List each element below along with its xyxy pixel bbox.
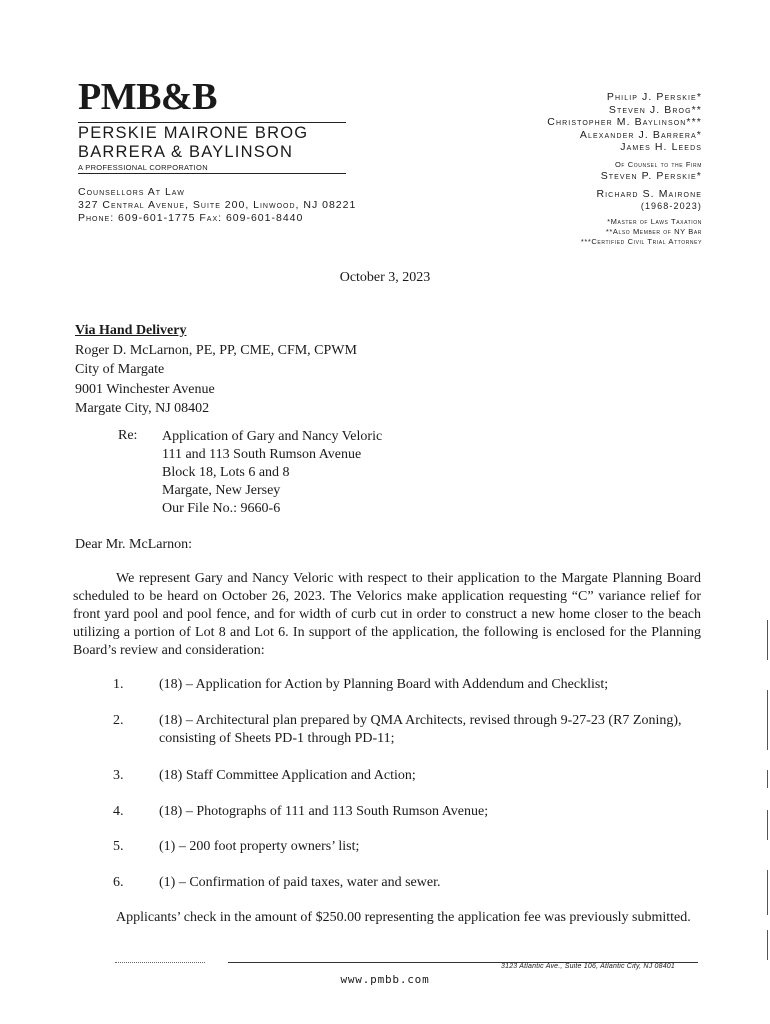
recipient-name: Roger D. McLarnon, PE, PP, CME, CFM, CPWM [75,342,357,358]
letterhead-divider [78,173,346,174]
recipient-street: 9001 Winchester Avenue [75,381,215,397]
firm-name-line-1: PERSKIE MAIRONE BROG [78,124,309,142]
file-number: Our File No.: 9660-6 [162,501,281,516]
subject-line: Application of Gary and Nancy Veloric [162,429,383,444]
recipient-block [75,321,357,419]
list-item-text: (1) – Confirmation of paid taxes, water and sewer. [159,875,441,890]
list-item-number: 3. [113,768,124,783]
partner-name: Alexander J. Barrera* [579,128,702,141]
partner-name: Steven P. Perskie* [600,169,702,182]
list-item-number: 5. [113,839,124,854]
list-item-number: 6. [113,875,124,890]
recipient-organization: City of Margate [75,362,165,377]
logo-divider [78,122,346,123]
list-item-text: (18) Staff Committee Application and Action; [159,768,416,783]
of-counsel-label: Of Counsel to the Firm [615,159,702,169]
partner-name: Richard S. Mairone [596,188,702,200]
list-item-text: (1) – 200 foot property owners’ list; [159,839,360,854]
credential-note: ***Certified Civil Trial Attorney [580,236,702,246]
salutation: Dear Mr. McLarnon: [75,537,193,552]
body-paragraph: We represent Gary and Nancy Veloric with respect to their application to the Margate Planning Board scheduled to be heard on October 26, 2023. The Velorics make application requesting “C” variance relief for front yard pool and pool fence, and for width of curb cut in order to construct a new home closer to the beach utilizing a portion of Lot 8 and Lot 6. In support of the application, the following is enclosed for the Planning Board’s review and consideration: [73,571,701,658]
subject-line: 111 and 113 South Rumson Avenue [162,447,362,462]
footer-office-address: 3123 Atlantic Ave., Suite 106, Atlantic City, NJ 08401 [501,963,675,970]
subject-line: Margate, New Jersey [162,483,281,498]
partner-years: (1968-2023) [640,200,702,211]
credential-note: *Master of Laws Taxation [607,216,702,226]
re-label: Re: [118,428,138,443]
subject-line: Block 18, Lots 6 and 8 [162,465,290,480]
partner-name: Philip J. Perskie* [606,91,702,103]
footer-dotted-rule [115,962,205,963]
list-item-text: (18) – Architectural plan prepared by QMA Architects, revised through 9-27-23 (R7 Zoning), consisting of Sheets PD-1 through PD-11; [159,713,682,746]
professional-corporation-label: A PROFESSIONAL CORPORATION [78,163,208,172]
credential-note: **Also Member of NY Bar [605,226,702,236]
partner-name: Christopher M. Baylinson*** [547,116,702,128]
subject-block [162,428,382,518]
firm-logo: PMB&B [78,76,217,118]
firm-contact-block [78,186,356,225]
body-paragraph: Applicants’ check in the amount of $250.00 representing the application fee was previously submitted. [116,910,691,925]
footer-website: www.pmbb.com [340,973,430,986]
list-item-number: 1. [113,677,124,692]
recipient-city: Margate City, NJ 08402 [75,401,210,416]
letter-date: October 3, 2023 [339,270,431,285]
firm-phone-fax: Phone: 609-601-1775 Fax: 609-601-8440 [78,212,304,224]
partner-list [462,91,702,247]
firm-name [78,124,308,162]
partner-name: James H. Leeds [620,141,702,153]
firm-address: 327 Central Avenue, Suite 200, Linwood, NJ 08221 [78,199,357,211]
partner-name: Steven J. Brog** [608,103,702,116]
list-item-text: (18) – Application for Action by Planning Board with Addendum and Checklist; [159,677,609,692]
list-item-number: 2. [113,713,124,728]
list-item-number: 4. [113,804,124,819]
counsellors-label: Counsellors At Law [78,186,185,198]
list-item-text: (18) – Photographs of 111 and 113 South Rumson Avenue; [159,804,489,819]
firm-name-line-2: BARRERA & BAYLINSON [78,143,294,161]
scan-edge-marks [764,620,770,960]
delivery-method: Via Hand Delivery [75,323,187,338]
